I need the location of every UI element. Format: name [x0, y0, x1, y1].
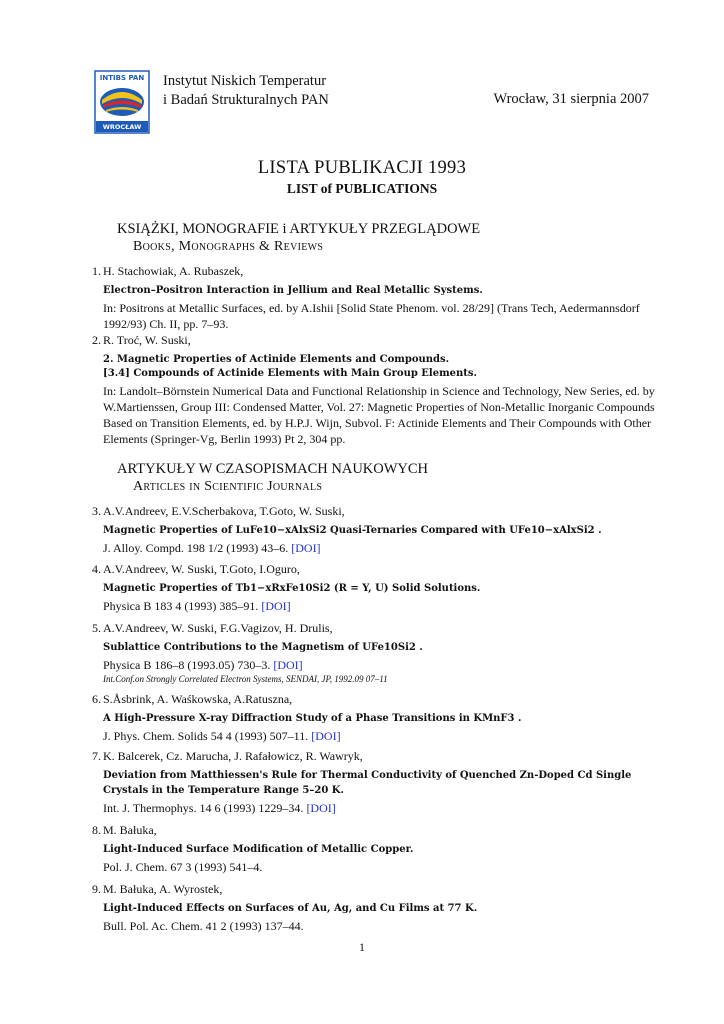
section-articles — [117, 460, 428, 496]
page-title: LISTA PUBLIKACJI 1993 — [257, 158, 467, 178]
entry-title: Deviation from Matthiessen's Rule for Thermal Conductivity of Quenched Zn-Doped Cd Single Crystals in the Temperature Range 5–20 K. — [103, 770, 632, 796]
section-books-pl: KSIĄŻKI, MONOGRAFIE i ARTYKUŁY PRZEGLĄDOWE — [117, 221, 481, 237]
page-number: 1 — [359, 940, 365, 954]
entry-authors: A.V.Andreev, W. Suski, F.G.Vagizov, H. Drulis, — [103, 621, 333, 635]
doi-link[interactable]: [DOI] — [308, 729, 341, 743]
entry-number: 7. — [92, 749, 101, 763]
entry-reference — [103, 918, 655, 934]
entry-body — [103, 822, 655, 875]
entry-reference — [103, 728, 655, 744]
section-books-en: Books, Monographs & Reviews — [133, 239, 324, 254]
entry-number: 5. — [92, 621, 101, 635]
entry-body — [103, 561, 655, 614]
entry-authors: M. Bałuka, — [103, 823, 157, 837]
publication-entry — [85, 503, 655, 556]
entry-body — [103, 748, 655, 816]
doi-link[interactable]: [DOI] — [303, 801, 336, 815]
entry-reference-text: J. Phys. Chem. Solids 54 4 (1993) 507–11. — [103, 729, 309, 743]
entry-authors: K. Balcerek, Cz. Marucha, J. Rafałowicz, R. Wawryk, — [103, 749, 363, 763]
entry-body — [103, 620, 655, 685]
place-date: Wrocław, 31 sierpnia 2007 — [493, 91, 649, 107]
entry-reference-text: Pol. J. Chem. 67 3 (1993) 541–4. — [103, 860, 263, 874]
entry-reference — [103, 540, 655, 556]
entry-authors: A.V.Andreev, W. Suski, T.Goto, I.Oguro, — [103, 562, 300, 576]
doi-link[interactable]: [DOI] — [288, 541, 321, 555]
entry-reference — [103, 598, 655, 614]
entry-title: Magnetic Properties of LuFe10−xAlxSi2 Quasi-Ternaries Compared with UFe10−xAlxSi2 . — [103, 525, 602, 536]
publication-entry — [85, 263, 655, 332]
entry-title: Sublattice Contributions to the Magnetism of UFe10Si2 . — [103, 642, 423, 653]
entry-reference-text: Physica B 183 4 (1993) 385–91. — [103, 599, 259, 613]
entry-authors: H. Stachowiak, A. Rubaszek, — [103, 264, 244, 278]
entry-body — [103, 263, 655, 332]
entry-title: Electron–Positron Interaction in Jellium and Real Metallic Systems. — [103, 285, 483, 296]
doi-link[interactable]: [DOI] — [258, 599, 291, 613]
entry-number: 9. — [92, 882, 101, 896]
publication-entry — [85, 822, 655, 875]
publication-entry — [85, 332, 655, 447]
entry-title: Light-Induced Effects on Surfaces of Au, Ag, and Cu Films at 77 K. — [103, 903, 478, 914]
entry-number: 8. — [92, 823, 101, 837]
entry-number: 4. — [92, 562, 101, 576]
entry-authors: R. Troć, W. Suski, — [103, 333, 191, 347]
entry-title: 2. Magnetic Properties of Actinide Elements and Compounds. — [103, 354, 450, 365]
logo-top-text: INTIBS PAN — [99, 74, 145, 82]
entry-reference-text: In: Positrons at Metallic Surfaces, ed. by A.Ishii [Solid State Phenom. vol. 28/29] (Trans Tech, Aedermannsdorf 1992/93) Ch. II, pp. 7–93. — [103, 301, 640, 331]
publication-entry — [85, 881, 655, 934]
entry-reference — [103, 383, 655, 447]
publication-entry — [85, 691, 655, 744]
entry-reference — [103, 859, 655, 875]
publication-entry — [85, 620, 655, 685]
entry-conference: Int.Conf.on Strongly Correlated Electron Systems, SENDAI, JP, 1992.09 07–11 — [103, 674, 388, 684]
entry-body — [103, 691, 655, 744]
entry-authors: S.Åsbrink, A. Waśkowska, A.Ratuszna, — [103, 692, 293, 706]
entry-subtitle: [3.4] Compounds of Actinide Elements with Main Group Elements. — [103, 368, 478, 379]
institute-line2: i Badań Strukturalnych PAN — [163, 92, 329, 108]
institute-line1: Instytut Niskich Temperatur — [163, 73, 327, 89]
entry-number: 2. — [92, 333, 101, 347]
entry-number: 1. — [92, 264, 101, 278]
publication-entry — [85, 561, 655, 614]
entry-reference — [103, 657, 655, 673]
institute-name — [163, 72, 329, 110]
entry-authors: A.V.Andreev, E.V.Scherbakova, T.Goto, W. Suski, — [103, 504, 345, 518]
entry-reference-text: J. Alloy. Compd. 198 1/2 (1993) 43–6. — [103, 541, 289, 555]
section-books — [117, 220, 480, 256]
entry-title: Light-Induced Surface Modification of Metallic Copper. — [103, 844, 414, 855]
section-articles-pl: ARTYKUŁY W CZASOPISMACH NAUKOWYCH — [117, 461, 429, 477]
entry-number: 6. — [92, 692, 101, 706]
intibs-logo — [94, 70, 150, 134]
publication-entry — [85, 748, 655, 816]
entry-reference-text: In: Landolt–Börnstein Numerical Data and Functional Relationship in Science and Technology, New Series, ed. by W.Martienssen, Group III: Condensed Matter, Vol. 27: Magnetic Properties of Non-Metallic Inorganic Compounds Based on Transition Elements, ed. by H.P.J. Wijn, Subvol. F: Actinide Elements and Their Compounds with Other Elements (Springer-Vg, Berlin 1993) Pt 2, 304 pp. — [103, 384, 655, 446]
entry-reference-text: Bull. Pol. Ac. Chem. 41 2 (1993) 137–44. — [103, 919, 304, 933]
logo-bottom-text: WROCŁAW — [102, 123, 142, 131]
entry-reference — [103, 300, 655, 332]
entry-reference — [103, 800, 655, 816]
entry-body — [103, 332, 655, 447]
page-subtitle: LIST of PUBLICATIONS — [286, 181, 438, 196]
doi-link[interactable]: [DOI] — [270, 658, 303, 672]
entry-body — [103, 503, 655, 556]
entry-title: Magnetic Properties of Tb1−xRxFe10Si2 (R = Y, U) Solid Solutions. — [103, 583, 481, 594]
entry-number: 3. — [92, 504, 101, 518]
entry-body — [103, 881, 655, 934]
entry-authors: M. Bałuka, A. Wyrostek, — [103, 882, 223, 896]
entry-title: A High-Pressure X-ray Diffraction Study of a Phase Transitions in KMnF3 . — [103, 713, 522, 724]
entry-reference-text: Physica B 186–8 (1993.05) 730–3. — [103, 658, 271, 672]
section-articles-en: Articles in Scientific Journals — [133, 479, 323, 494]
entry-reference-text: Int. J. Thermophys. 14 6 (1993) 1229–34. — [103, 801, 304, 815]
